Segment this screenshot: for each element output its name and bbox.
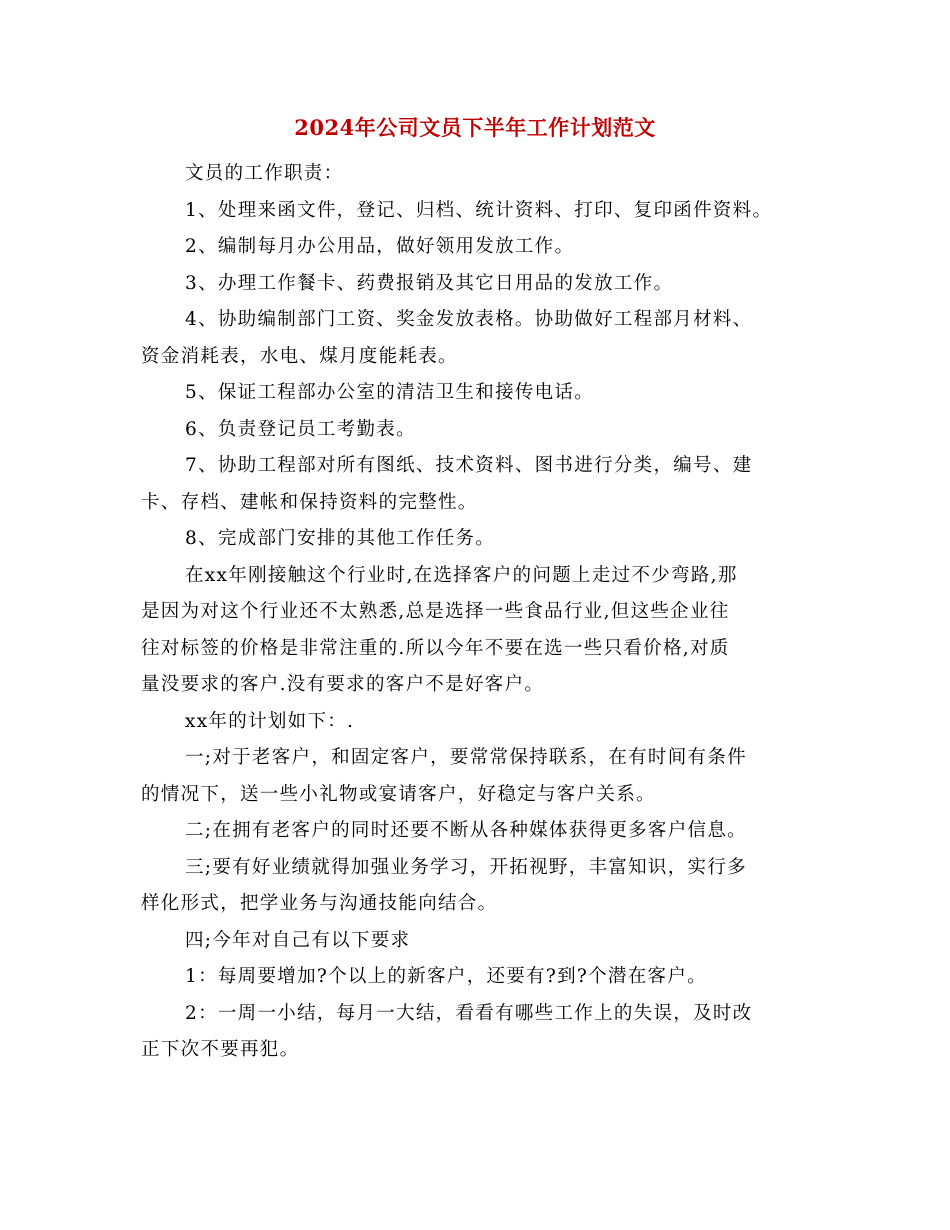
paragraph-line: 5、保证工程部办公室的清洁卫生和接传电话。 [185,382,595,403]
paragraph [141,156,821,193]
paragraph-line: 7、协助工程部对所有图纸、技术资料、图书进行分类，编号、建 [185,455,753,476]
paragraph-line: 8、完成部门安排的其他工作任务。 [185,528,496,549]
paragraph-line: 四;今年对自己有以下要求 [185,929,411,951]
paragraph [141,266,821,303]
paragraph-line: 1：每周要增加?个以上的新客户，还要有?到?个潜在客户。 [185,966,707,987]
paragraph [141,704,821,741]
paragraph-line: 正下次不要再犯。 [141,1039,300,1060]
paragraph [141,302,821,375]
paragraph-line: 量没要求的客户.没有要求的客户不是好客户。 [141,674,545,695]
paragraph [141,959,821,996]
paragraph-line: 的情况下，送一些小礼物或宴请客户，好稳定与客户关系。 [141,783,656,805]
paragraph [141,996,821,1069]
paragraph-line: 卡、存档、建帐和保持资料的完整性。 [141,491,478,513]
paragraph [141,813,821,850]
paragraph [141,448,821,521]
paragraph [141,412,821,449]
paragraph-line: 3、办理工作餐卡、药费报销及其它日用品的发放工作。 [185,272,674,294]
paragraph-line: 4、协助编制部门工资、奖金发放表格。协助做好工程部月材料、 [185,309,753,330]
paragraph-line: 三;要有好业绩就得加强业务学习，开拓视野，丰富知识，实行多 [185,856,747,878]
paragraph-line: 2：一周一小结，每月一大结，看看有哪些工作上的失误，及时改 [185,1002,753,1024]
paragraph-line: 资金消耗表，水电、煤月度能耗表。 [141,345,458,367]
paragraph [141,521,821,558]
paragraph-line: 一;对于老客户，和固定客户，要常常保持联系，在有时间有条件 [185,747,747,768]
paragraph-line: 2、编制每月办公用品，做好领用发放工作。 [185,236,575,257]
paragraph-line: 在xx年刚接触这个行业时,在选择客户的问题上走过不少弯路,那 [185,564,738,586]
paragraph-line: 样化形式，把学业务与沟通技能向结合。 [141,893,498,914]
paragraph [141,375,821,412]
paragraph-line: 1、处理来函文件，登记、归档、统计资料、打印、复印函件资料。 [185,199,773,221]
paragraph-line: xx年的计划如下：. [185,710,355,732]
paragraph-line: 往对标签的价格是非常注重的.所以今年不要在选一些只看价格,对质 [141,637,730,659]
paragraph-line: 6、负责登记员工考勤表。 [185,418,416,440]
paragraph [141,193,821,230]
paragraph [141,923,821,960]
paragraph-line: 是因为对这个行业还不太熟悉,总是选择一些食品行业,但这些企业往 [141,601,730,622]
paragraph [141,850,821,923]
document-title: 2024年公司文员下半年工作计划范文 [294,115,656,140]
paragraph [141,558,821,704]
document-body [141,156,821,1069]
paragraph-line: 二;在拥有老客户的同时还要不断从各种媒体获得更多客户信息。 [185,820,747,841]
paragraph-line: 文员的工作职责： [185,163,344,184]
paragraph [141,229,821,266]
paragraph [141,740,821,813]
